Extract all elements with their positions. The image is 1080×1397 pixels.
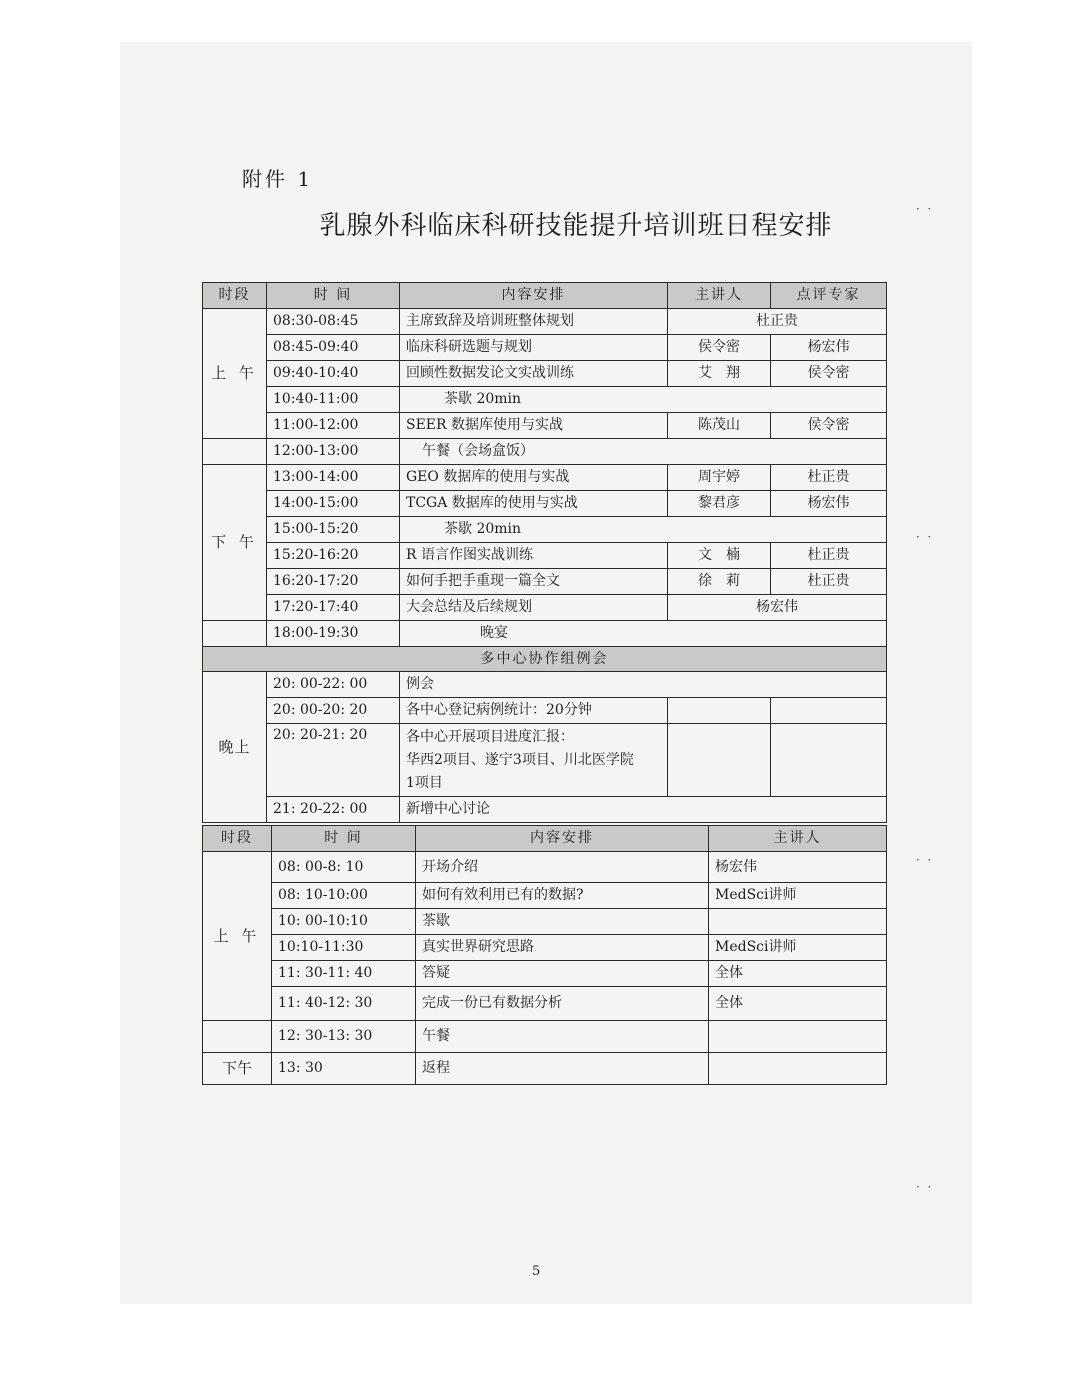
- speaker-cell: 艾 翔: [668, 361, 771, 387]
- content-cell: 午餐: [416, 1021, 709, 1053]
- col-header-reviewer: 点评专家: [771, 283, 887, 309]
- time-cell: 09:40-10:40: [267, 361, 400, 387]
- table-row: [203, 569, 887, 595]
- scan-mark: · ·: [916, 1180, 932, 1194]
- content-cell: 大会总结及后续规划: [400, 595, 668, 621]
- time-cell: 21: 20-22: 00: [267, 797, 400, 823]
- content-cell: 开场介绍: [416, 852, 709, 883]
- table-row: [203, 413, 887, 439]
- content-cell: 新增中心讨论: [400, 797, 887, 823]
- table-row: [203, 543, 887, 569]
- time-cell: 15:20-16:20: [267, 543, 400, 569]
- segment-morning: 上 午: [203, 852, 272, 1021]
- content-cell: 答疑: [416, 961, 709, 987]
- reviewer-cell: 杜正贵: [771, 569, 887, 595]
- table-row: [203, 961, 887, 987]
- col-header-content: 内容安排: [416, 826, 709, 852]
- day1-schedule-table: [202, 282, 887, 823]
- reviewer-cell: 杨宏伟: [771, 491, 887, 517]
- scan-mark: · ·: [916, 202, 932, 216]
- table-row: [203, 491, 887, 517]
- document-title: 乳腺外科临床科研技能提升培训班日程安排: [319, 211, 833, 241]
- time-cell: 20: 20-21: 20: [267, 724, 400, 797]
- table-row: [203, 852, 887, 883]
- time-cell: 11: 30-11: 40: [272, 961, 416, 987]
- speaker-cell: 文 楠: [668, 543, 771, 569]
- col-header-segment: 时段: [203, 826, 272, 852]
- col-header-speaker: 主讲人: [709, 826, 887, 852]
- content-cell: 真实世界研究思路: [416, 935, 709, 961]
- content-cell: 各中心登记病例统计：20分钟: [400, 698, 668, 724]
- content-cell: 茶歇 20min: [400, 517, 887, 543]
- content-cell: SEER 数据库使用与实战: [400, 413, 668, 439]
- table-row: [203, 465, 887, 491]
- time-cell: 18:00-19:30: [267, 621, 400, 647]
- speaker-cell: 周宇婷: [668, 465, 771, 491]
- col-header-time: 时 间: [267, 283, 400, 309]
- content-cell: 返程: [416, 1053, 709, 1085]
- col-header-time: 时 间: [272, 826, 416, 852]
- content-cell: 例会: [400, 672, 887, 698]
- reviewer-cell: 侯令密: [771, 413, 887, 439]
- table-row: [203, 1053, 887, 1085]
- multicenter-title: 多中心协作组例会: [203, 647, 887, 672]
- speaker-cell: 黎君彦: [668, 491, 771, 517]
- content-cell: R 语言作图实战训练: [400, 543, 668, 569]
- content-cell: TCGA 数据库的使用与实战: [400, 491, 668, 517]
- time-cell: 17:20-17:40: [267, 595, 400, 621]
- table-row: [203, 698, 887, 724]
- content-cell: 如何手把手重现一篇全文: [400, 569, 668, 595]
- segment-evening: 晚上: [203, 672, 267, 823]
- table-row: [203, 517, 887, 543]
- segment-afternoon: 下 午: [203, 465, 267, 621]
- reviewer-cell: 杜正贵: [771, 465, 887, 491]
- speaker-cell: 侯令密: [668, 335, 771, 361]
- table-row: [203, 909, 887, 935]
- time-cell: 13: 30: [272, 1053, 416, 1085]
- col-header-speaker: 主讲人: [668, 283, 771, 309]
- table-row: [203, 361, 887, 387]
- time-cell: 12: 30-13: 30: [272, 1021, 416, 1053]
- day2-schedule-table: [202, 825, 887, 1085]
- content-cell: 主席致辞及培训班整体规划: [400, 309, 668, 335]
- time-cell: 11: 40-12: 30: [272, 987, 416, 1021]
- time-cell: 11:00-12:00: [267, 413, 400, 439]
- time-cell: 16:20-17:20: [267, 569, 400, 595]
- time-cell: 14:00-15:00: [267, 491, 400, 517]
- content-cell: 晚宴: [400, 621, 887, 647]
- table-row: [203, 439, 887, 465]
- time-cell: 10:10-11:30: [272, 935, 416, 961]
- reviewer-cell: 杨宏伟: [771, 335, 887, 361]
- speaker-cell: MedSci讲师: [709, 883, 887, 909]
- time-cell: 15:00-15:20: [267, 517, 400, 543]
- content-cell: 临床科研选题与规划: [400, 335, 668, 361]
- reviewer-cell: 侯令密: [771, 361, 887, 387]
- content-cell: 如何有效利用已有的数据?: [416, 883, 709, 909]
- time-cell: 20: 00-20: 20: [267, 698, 400, 724]
- table-row: [203, 309, 887, 335]
- table-row: [203, 672, 887, 698]
- time-cell: 08: 10-10:00: [272, 883, 416, 909]
- time-cell: 08:30-08:45: [267, 309, 400, 335]
- page-number: 5: [532, 1264, 541, 1279]
- multicenter-band-row: [203, 647, 887, 672]
- time-cell: 20: 00-22: 00: [267, 672, 400, 698]
- time-cell: 10: 00-10:10: [272, 909, 416, 935]
- speaker-cell: 全体: [709, 987, 887, 1021]
- table-row: [203, 595, 887, 621]
- content-cell: 茶歇: [416, 909, 709, 935]
- speaker-cell: 杨宏伟: [668, 595, 887, 621]
- speaker-cell: 全体: [709, 961, 887, 987]
- table-row: [203, 387, 887, 413]
- segment-morning: 上 午: [203, 309, 267, 439]
- table-row: [203, 621, 887, 647]
- speaker-cell: 杜正贵: [668, 309, 887, 335]
- scan-mark: · ·: [916, 530, 932, 544]
- speaker-cell: MedSci讲师: [709, 935, 887, 961]
- table-row: [203, 797, 887, 823]
- content-line: 华西2项目、遂宁3项目、川北医学院: [406, 752, 634, 768]
- time-cell: 08: 00-8: 10: [272, 852, 416, 883]
- content-cell: [400, 724, 668, 797]
- speaker-cell: 徐 莉: [668, 569, 771, 595]
- content-cell: 完成一份已有数据分析: [416, 987, 709, 1021]
- speaker-cell: 杨宏伟: [709, 852, 887, 883]
- content-line: 各中心开展项目进度汇报：: [406, 729, 574, 745]
- time-cell: 08:45-09:40: [267, 335, 400, 361]
- table-header-row: [203, 826, 887, 852]
- table-header-row: [203, 283, 887, 309]
- col-header-segment: 时段: [203, 283, 267, 309]
- table-row: [203, 335, 887, 361]
- scan-mark: · ·: [916, 853, 932, 867]
- time-cell: 12:00-13:00: [267, 439, 400, 465]
- table-row: [203, 724, 887, 797]
- content-cell: 午餐（会场盒饭）: [400, 439, 887, 465]
- table-row: [203, 1021, 887, 1053]
- table-row: [203, 987, 887, 1021]
- reviewer-cell: 杜正贵: [771, 543, 887, 569]
- col-header-content: 内容安排: [400, 283, 668, 309]
- content-line: 1项目: [406, 775, 443, 791]
- attachment-label: 附件 1: [242, 167, 314, 191]
- segment-afternoon: 下午: [203, 1053, 272, 1085]
- speaker-cell: 陈茂山: [668, 413, 771, 439]
- content-cell: 茶歇 20min: [400, 387, 887, 413]
- content-cell: 回顾性数据发论文实战训练: [400, 361, 668, 387]
- time-cell: 10:40-11:00: [267, 387, 400, 413]
- time-cell: 13:00-14:00: [267, 465, 400, 491]
- table-row: [203, 935, 887, 961]
- content-cell: GEO 数据库的使用与实战: [400, 465, 668, 491]
- table-row: [203, 883, 887, 909]
